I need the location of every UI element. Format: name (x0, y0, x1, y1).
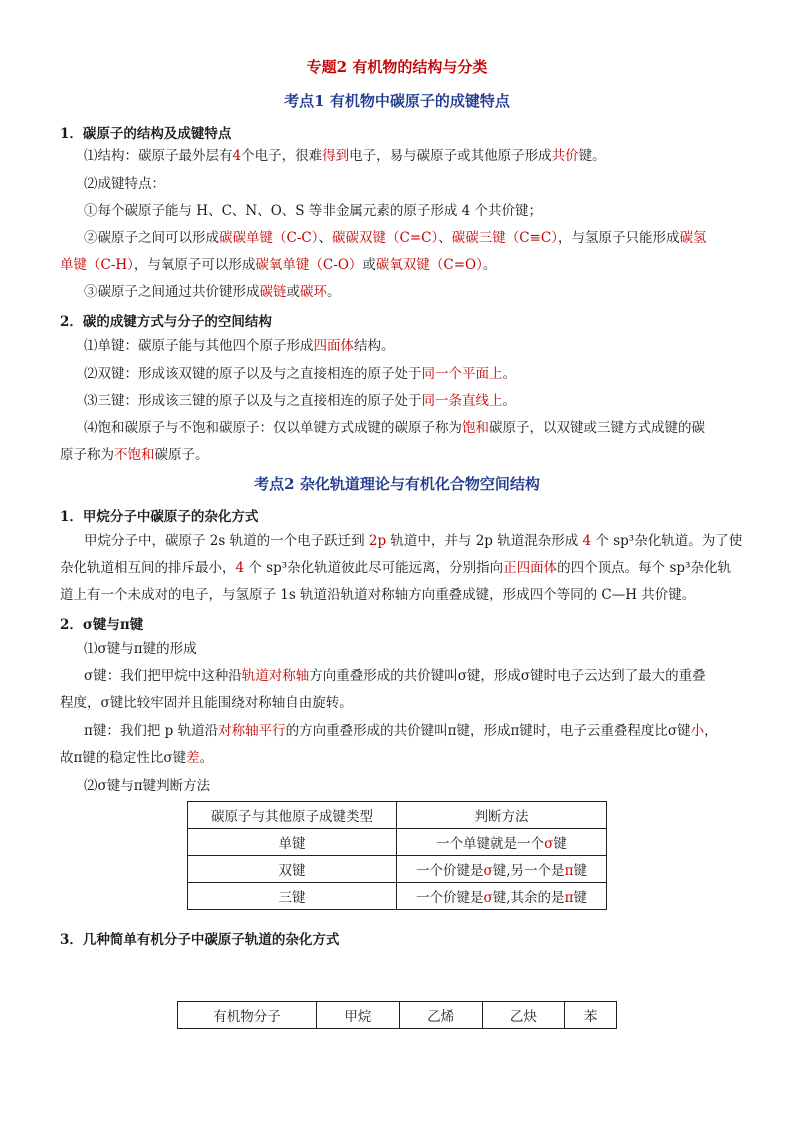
heading-hybrid-types: 3．几种简单有机分子中碳原子轨道的杂化方式 (60, 932, 340, 948)
table-row (188, 883, 607, 910)
table-row (188, 856, 607, 883)
table-header-cell: 甲烷 (317, 1002, 400, 1029)
heading-methane-hybrid: 1．甲烷分子中碳原子的杂化方式 (60, 509, 259, 525)
para-structure: ⑴结构：碳原子最外层有4个电子，很难得到电子，易与碳原子或其他原子形成共价键。 (84, 148, 606, 164)
table-cell-method: 一个价键是σ键,其余的是π键 (397, 883, 607, 910)
para-single-bond: ⑴单键：碳原子能与其他四个原子形成四面体结构。 (84, 338, 395, 354)
table-header-row (188, 802, 607, 829)
para-bond-rule-2b: 单键（C-H），与氧原子可以形成碳氧单键（C-O）或碳氧双键（C=O）。 (60, 257, 497, 273)
para-bond-rule-1: ①每个碳原子能与 H、C、N、O、S 等非金属元素的原子形成 4 个共价键； (84, 203, 542, 219)
para-saturation-b: 原子称为不饱和碳原子。 (60, 447, 209, 463)
section-title-kaodian2: 考点2 杂化轨道理论与有机化合物空间结构 (254, 475, 540, 493)
table-cell-type: 单键 (188, 829, 397, 856)
table-header-row (178, 1002, 617, 1029)
para-sigma-2: 程度，σ键比较牢固并且能围绕对称轴自由旋转。 (60, 695, 353, 711)
para-methane-3: 道上有一个未成对的电子，与氢原子 1s 轨道沿轨道对称轴方向重叠成键，形成四个等同的 C—H 共价键。 (60, 587, 696, 603)
page-title: 专题2 有机物的结构与分类 (306, 58, 488, 76)
heading-carbon-structure: 1．碳原子的结构及成键特点 (60, 126, 232, 142)
para-triple-bond: ⑶三键：形成该三键的原子以及与之直接相连的原子处于同一条直线上。 (84, 393, 516, 409)
table-cell-method: 一个单键就是一个σ键 (397, 829, 607, 856)
table-cell-type: 三键 (188, 883, 397, 910)
table-row (188, 829, 607, 856)
section-title-kaodian1: 考点1 有机物中碳原子的成键特点 (284, 92, 510, 110)
table-header-cell: 苯 (565, 1002, 617, 1029)
para-bond-rule-3: ③碳原子之间通过共价键形成碳链或碳环。 (84, 284, 341, 300)
para-sigma-pi-formation: ⑴σ键与π键的形成 (84, 641, 197, 657)
para-pi-1: π键：我们把 p 轨道沿对称轴平行的方向重叠形成的共价键叫π键，形成π键时，电子云重叠程度比σ键小， (84, 723, 718, 739)
table-header-cell: 有机物分子 (178, 1002, 317, 1029)
table-header-cell: 判断方法 (397, 802, 607, 829)
table-header-cell: 碳原子与其他原子成键类型 (188, 802, 397, 829)
table-header-cell: 乙烯 (399, 1002, 482, 1029)
heading-sigma-pi: 2．σ键与π键 (60, 617, 144, 633)
para-methane-1: 甲烷分子中，碳原子 2s 轨道的一个电子跃迁到 2p 轨道中，并与 2p 轨道混杂形成 4 个 sp³杂化轨道。为了使 (84, 533, 743, 549)
table-header-cell: 乙炔 (482, 1002, 565, 1029)
bond-judgement-table (187, 801, 607, 910)
para-double-bond: ⑵双键：形成该双键的原子以及与之直接相连的原子处于同一个平面上。 (84, 366, 516, 382)
para-bonding-features: ⑵成键特点： (84, 176, 165, 192)
para-pi-2: 故π键的稳定性比σ键差。 (60, 750, 214, 766)
para-judgement-method: ⑵σ键与π键判断方法 (84, 778, 211, 794)
para-sigma-1: σ键：我们把甲烷中这种沿轨道对称轴方向重叠形成的共价键叫σ键，形成σ键时电子云达到了最大的重叠 (84, 668, 706, 684)
para-saturation-a: ⑷饱和碳原子与不饱和碳原子：仅以单键方式成键的碳原子称为饱和碳原子，以双键或三键方式成键的碳 (84, 420, 705, 436)
heading-bond-geometry: 2．碳的成键方式与分子的空间结构 (60, 314, 272, 330)
para-bond-rule-2a: ②碳原子之间可以形成碳碳单键（C-C）、碳碳双键（C=C）、碳碳三键（C≡C），与氢原子只能形成碳氢 (84, 230, 707, 246)
table-cell-method: 一个价键是σ键,另一个是π键 (397, 856, 607, 883)
para-methane-2: 杂化轨道相互间的排斥最小，4 个 sp³杂化轨道彼此尽可能远离，分别指向正四面体的四个顶点。每个 sp³杂化轨 (60, 560, 731, 576)
hybrid-table (177, 1001, 617, 1029)
table-cell-type: 双键 (188, 856, 397, 883)
